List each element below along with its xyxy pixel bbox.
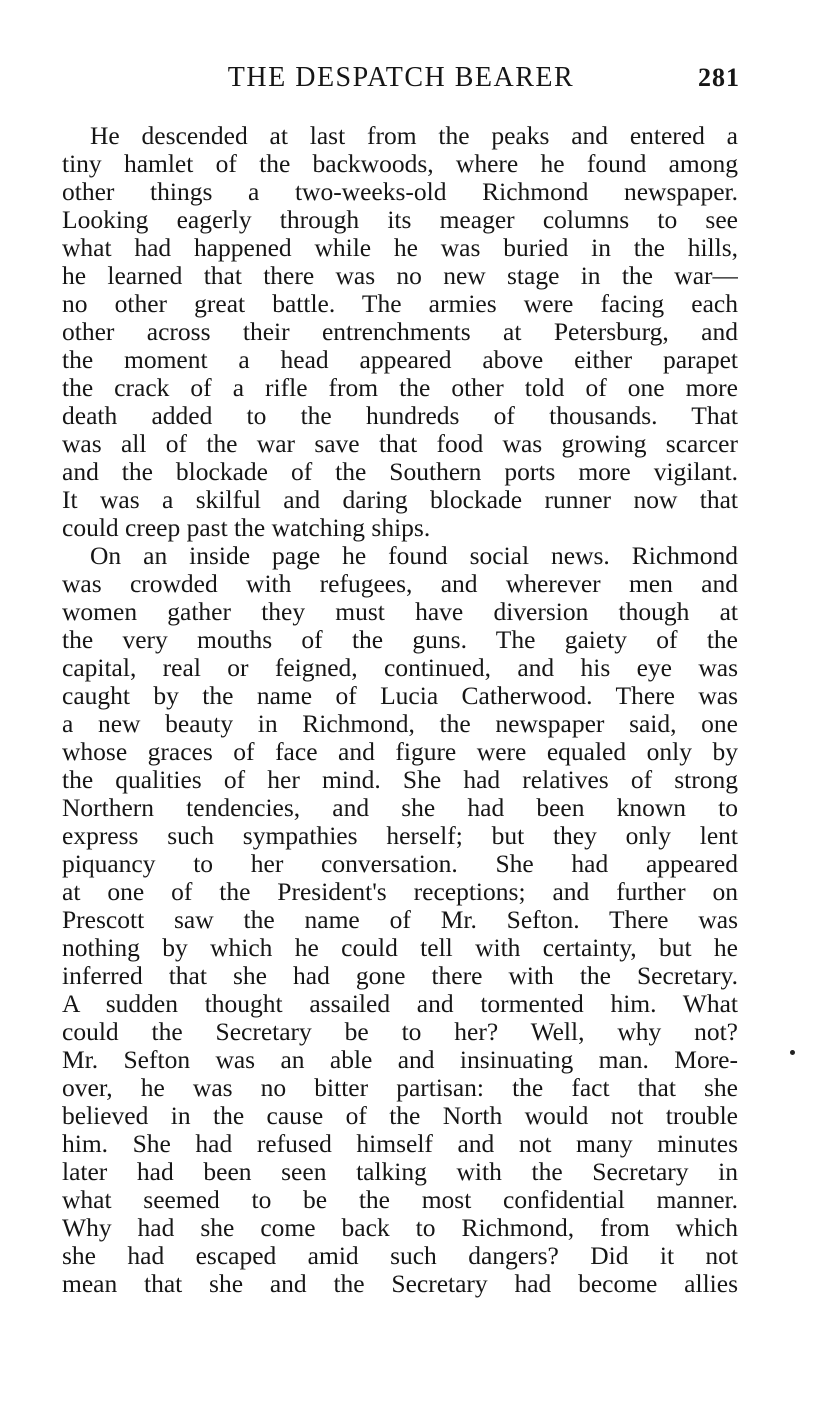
- text-line: him. She had refused himself and not many minutes: [62, 1130, 738, 1158]
- text-line: Northern tendencies, and she had been known to: [62, 794, 738, 822]
- text-line: whose graces of face and figure were equaled only by: [62, 738, 738, 766]
- text-line: believed in the cause of the North would not trouble: [62, 1102, 738, 1130]
- text-line: over, he was no bitter partisan: the fact that she: [62, 1074, 738, 1102]
- text-line: a new beauty in Richmond, the newspaper said, one: [62, 710, 738, 738]
- text-line: mean that she and the Secretary had become allies: [62, 1270, 738, 1298]
- text-line: the moment a head appeared above either parapet: [62, 346, 738, 374]
- text-line: On an inside page he found social news. Richmond: [90, 542, 738, 570]
- page-number: 281: [698, 63, 740, 92]
- text-line: inferred that she had gone there with the Secretary.: [62, 962, 738, 990]
- text-line: Why had she come back to Richmond, from which: [62, 1214, 738, 1242]
- text-line: no other great battle. The armies were facing each: [62, 290, 738, 318]
- text-line: Mr. Sefton was an able and insinuating man. More-: [62, 1046, 738, 1074]
- text-line: Prescott saw the name of Mr. Sefton. There was: [62, 906, 738, 934]
- text-line: He descended at last from the peaks and entered a: [90, 122, 738, 150]
- running-title: THE DESPATCH BEARER: [227, 62, 575, 93]
- running-head: [62, 60, 740, 96]
- text-line: what seemed to be the most confidential manner.: [62, 1186, 738, 1214]
- text-line: later had been seen talking with the Secretary in: [62, 1158, 738, 1186]
- text-line: other things a two-weeks-old Richmond newspaper.: [62, 178, 738, 206]
- text-line: the very mouths of the guns. The gaiety of the: [62, 626, 738, 654]
- text-line: capital, real or feigned, continued, and his eye was: [62, 654, 738, 682]
- body-text: [62, 122, 738, 1298]
- text-line: women gather they must have diversion though at: [62, 598, 738, 626]
- text-line: tiny hamlet of the backwoods, where he found among: [62, 150, 738, 178]
- text-line: was all of the war save that food was growing scarcer: [62, 430, 738, 458]
- ink-speck-mark: [790, 1050, 795, 1055]
- text-line: the qualities of her mind. She had relatives of strong: [62, 766, 738, 794]
- text-line: could the Secretary be to her? Well, why not?: [62, 1018, 738, 1046]
- text-line: other across their entrenchments at Petersburg, and: [62, 318, 738, 346]
- text-line: piquancy to her conversation. She had appeared: [62, 850, 738, 878]
- text-line: she had escaped amid such dangers? Did it not: [62, 1242, 738, 1270]
- paragraph-2: [62, 542, 738, 1298]
- text-line: Looking eagerly through its meager columns to see: [62, 206, 738, 234]
- text-line: death added to the hundreds of thousands. That: [62, 402, 738, 430]
- text-line: It was a skilful and daring blockade runner now that: [62, 486, 738, 514]
- text-line: the crack of a rifle from the other told of one more: [62, 374, 738, 402]
- text-line: could creep past the watching ships.: [62, 514, 431, 542]
- text-line: caught by the name of Lucia Catherwood. There was: [62, 682, 738, 710]
- text-line: what had happened while he was buried in the hills,: [62, 234, 738, 262]
- text-line: and the blockade of the Southern ports more vigilant.: [62, 458, 738, 486]
- paragraph-1: [62, 122, 738, 542]
- text-line: A sudden thought assailed and tormented him. What: [62, 990, 738, 1018]
- text-line: express such sympathies herself; but they only lent: [62, 822, 738, 850]
- text-line: at one of the President's receptions; and further on: [62, 878, 738, 906]
- text-line: he learned that there was no new stage in the war—: [62, 262, 738, 290]
- text-line: nothing by which he could tell with certainty, but he: [62, 934, 738, 962]
- text-line: was crowded with refugees, and wherever men and: [62, 570, 738, 598]
